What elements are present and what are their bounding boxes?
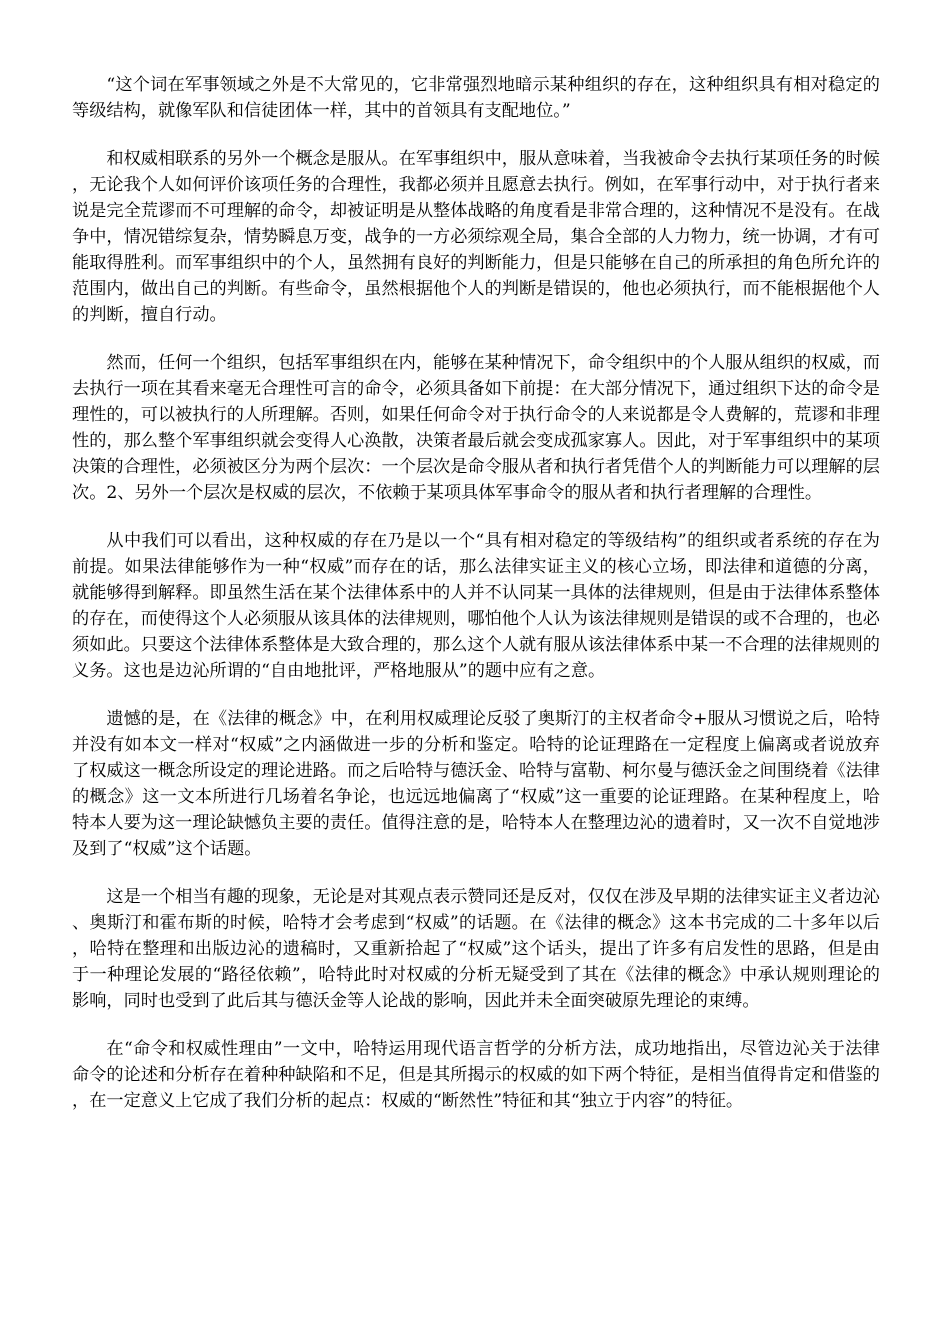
paragraph-1: “这个词在军事领域之外是不大常见的，它非常强烈地暗示某种组织的存在，这种组织具有相对稳定的等级结构，就像军队和信徒团体一样，其中的首领具有支配地位。” <box>72 75 880 121</box>
paragraph-3: 然而，任何一个组织，包括军事组织在内，能够在某种情况下，命令组织中的个人服从组织的权威，而去执行一项在其看来毫无合理性可言的命令，必须具备如下前提：在大部分情况下，通过组织下达的命令是理性的，可以被执行的人所理解。否则，如果任何命令对于执行命令的人来说都是令人费解的，荒谬和非理性的，那么整个军事组织就会变得人心涣散，决策者最后就会变成孤家寡人。因此，对于军事组织中的某项决策的合理性，必须被区分为两个层次：一个层次是命令服从者和执行者凭借个人的判断能力可以理解的层次。2、另外一个层次是权威的层次，不依赖于某项具体军事命令的服从者和执行者理解的合理性。 <box>72 353 880 503</box>
document-page <box>72 72 880 1136</box>
paragraph-5: 遗憾的是，在《法律的概念》中，在利用权威理论反驳了奥斯汀的主权者命令+服从习惯说之后，哈特并没有如本文一样对“权威”之内涵做进一步的分析和鉴定。哈特的论证理路在一定程度上偏离或者说放弃了权威这一概念所设定的理论进路。而之后哈特与德沃金、哈特与富勒、柯尔曼与德沃金之间围绕着《法律的概念》这一文本所进行几场着名争论，也远远地偏离了“权威”这一重要的论证理路。在某种程度上，哈特本人要为这一理论缺憾负主要的责任。值得注意的是，哈特本人在整理边沁的遗着时，又一次不自觉地涉及到了“权威”这个话题。 <box>72 709 880 859</box>
paragraph-6: 这是一个相当有趣的现象，无论是对其观点表示赞同还是反对，仅仅在涉及早期的法律实证主义者边沁、奥斯汀和霍布斯的时候，哈特才会考虑到“权威”的话题。在《法律的概念》这本书完成的二十多年以后，哈特在整理和出版边沁的遗稿时，又重新拾起了“权威”这个话头，提出了许多有启发性的思路，但是由于一种理论发展的“路径依赖”，哈特此时对权威的分析无疑受到了其在《法律的概念》中承认规则理论的影响，同时也受到了此后其与德沃金等人论战的影响，因此并未全面突破原先理论的束缚。 <box>72 887 880 1011</box>
paragraph-7: 在“命令和权威性理由”一文中，哈特运用现代语言哲学的分析方法，成功地指出，尽管边沁关于法律命令的论述和分析存在着种种缺陷和不足，但是其所揭示的权威的如下两个特征，是相当值得肯定和借鉴的，在一定意义上它成了我们分析的起点：权威的“断然性”特征和其“独立于内容”的特征。 <box>72 1039 880 1111</box>
paragraph-2: 和权威相联系的另外一个概念是服从。在军事组织中，服从意味着，当我被命令去执行某项任务的时候，无论我个人如何评价该项任务的合理性，我都必须并且愿意去执行。例如，在军事行动中，对于执行者来说是完全荒谬而不可理解的命令，却被证明是从整体战略的角度看是非常合理的，这种情况不是没有。在战争中，情况错综复杂，情势瞬息万变，战争的一方必须综观全局，集合全部的人力物力，统一协调，才有可能取得胜利。而军事组织中的个人，虽然拥有良好的判断能力，但是只能够在自己的所承担的角色所允许的范围内，做出自己的判断。有些命令，虽然根据他个人的判断是错误的，他也必须执行，而不能根据他个人的判断，擅自行动。 <box>72 149 880 325</box>
paragraph-4: 从中我们可以看出，这种权威的存在乃是以一个“具有相对稳定的等级结构”的组织或者系统的存在为前提。如果法律能够作为一种“权威”而存在的话，那么法律实证主义的核心立场，即法律和道德的分离，就能够得到解释。即虽然生活在某个法律体系中的人并不认同某一具体的法律规则，但是由于法律体系整体的存在，而使得这个人必须服从该具体的法律规则，哪怕他个人认为该法律规则是错误的或不合理的，也必须如此。只要这个法律体系整体是大致合理的，那么这个人就有服从该法律体系中某一不合理的法律规则的义务。这也是边沁所谓的“自由地批评，严格地服从”的题中应有之意。 <box>72 531 880 681</box>
